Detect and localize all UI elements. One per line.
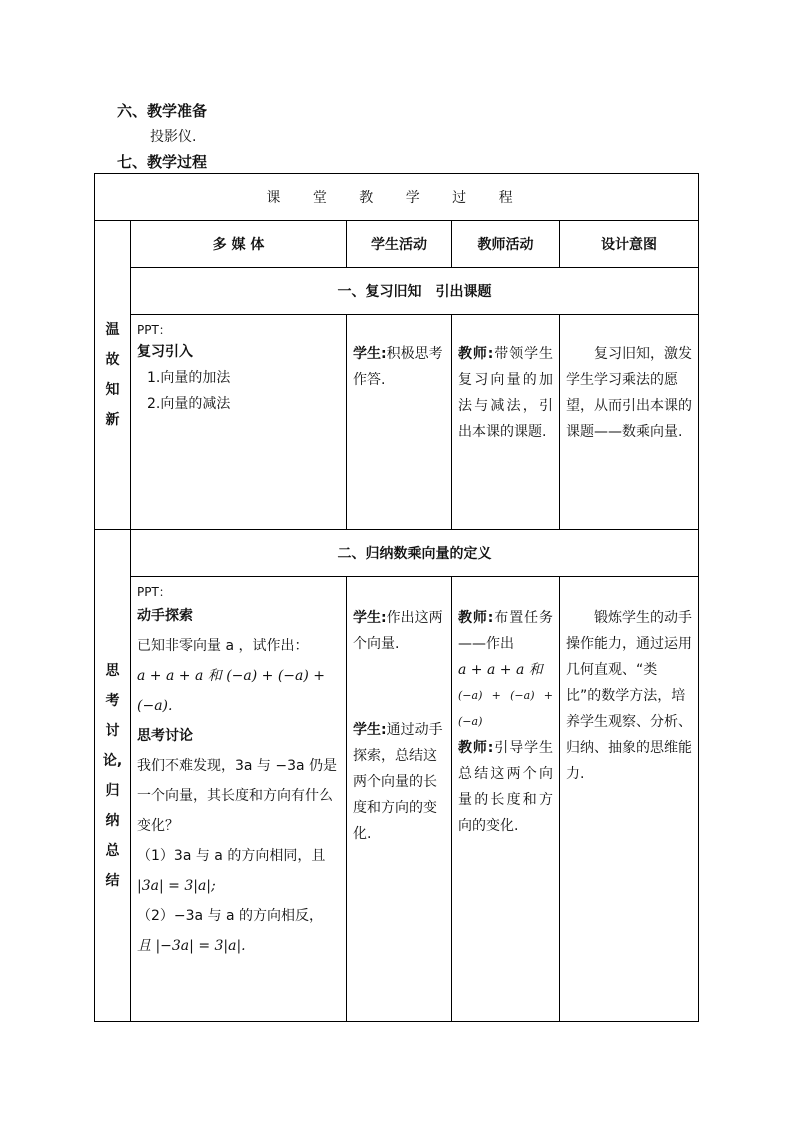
stage2-student-cell <box>347 577 452 1022</box>
stage1-ppt-label: PPT： <box>137 323 171 337</box>
stage1-intent-cell: 复习旧知，激发学生学习乘法的愿望，从而引出本课的课题——数乘向量. <box>560 315 699 530</box>
stage2-student-activity-2: 学生:通过动手探索，总结这两个向量的长度和方向的变化. <box>353 722 443 842</box>
stage2-media-item-1: （1）3a 与 a 的方向相同，且 <box>137 848 326 864</box>
stage2-media-text-2: 我们不难发现，3a 与 −3a 仍是一个向量，其长度和方向有什么变化？ <box>137 758 338 834</box>
heading-teaching-process: 七、教学过程 <box>117 153 208 171</box>
stage2-teacher-activity-2: 教师:引导学生总结这两个向量的长度和方向的变化. <box>458 740 553 834</box>
stage1-media-item-1: 1.向量的加法 <box>147 370 231 386</box>
table-title: 课 堂 教 学 过 程 <box>95 174 699 221</box>
header-media: 多 媒 体 <box>131 221 347 268</box>
stage1-student-cell: 学生:积极思考作答. <box>347 315 452 530</box>
stage2-student-activity-1: 学生:作出这两个向量. <box>353 610 443 652</box>
stage1-media-cell <box>131 315 347 530</box>
stage2-media-cell <box>131 577 347 1022</box>
header-student: 学生活动 <box>347 221 452 268</box>
stage1-teacher-cell: 教师:带领学生复习向量的加法与减法，引出本课的课题. <box>452 315 560 530</box>
stage1-media-item-2: 2.向量的减法 <box>147 396 231 412</box>
stage2-media-formula-1: a + a + a 和 (−a) + (−a) + (−a). <box>137 668 326 714</box>
header-intent: 设计意图 <box>560 221 699 268</box>
stage2-side-label: 思 考 讨 论, 归 纳 总 结 <box>95 530 131 1022</box>
stage2-teacher-formula-2: (−a) + (−a) + (−a) <box>458 689 553 728</box>
stage2-teacher-cell <box>452 577 560 1022</box>
preparation-text: 投影仪. <box>150 129 197 145</box>
stage2-intent-cell: 锻炼学生的动手操作能力，通过运用几何直观、“类比”的数学方法，培养学生观察、分析、归纳、抽象的思维能力. <box>560 577 699 1022</box>
stage2-media-text-1: 已知非零向量 a ，试作出： <box>137 638 309 654</box>
stage2-ppt-label: PPT： <box>137 585 171 599</box>
stage2-media-title-1: 动手探索 <box>137 608 193 624</box>
stage2-teacher-activity-1: 教师:布置任务——作出 <box>458 610 553 652</box>
stage1-side-label: 温 故 知 新 <box>95 221 131 530</box>
teaching-process-table <box>94 173 699 1022</box>
stage2-title: 二、归纳数乘向量的定义 <box>131 530 699 577</box>
stage2-media-formula-3: 且 |−3a| = 3|a|. <box>137 938 246 954</box>
stage1-media-title: 复习引入 <box>137 344 193 360</box>
stage2-media-formula-2: |3a| = 3|a|; <box>137 878 216 894</box>
heading-teaching-preparation: 六、教学准备 <box>117 102 208 120</box>
stage2-media-title-2: 思考讨论 <box>137 728 193 744</box>
stage2-media-item-2: （2）−3a 与 a 的方向相反， <box>137 908 324 924</box>
stage2-teacher-formula-1: a + a + a 和 <box>458 662 543 678</box>
stage1-title: 一、复习旧知 引出课题 <box>131 268 699 315</box>
header-teacher: 教师活动 <box>452 221 560 268</box>
